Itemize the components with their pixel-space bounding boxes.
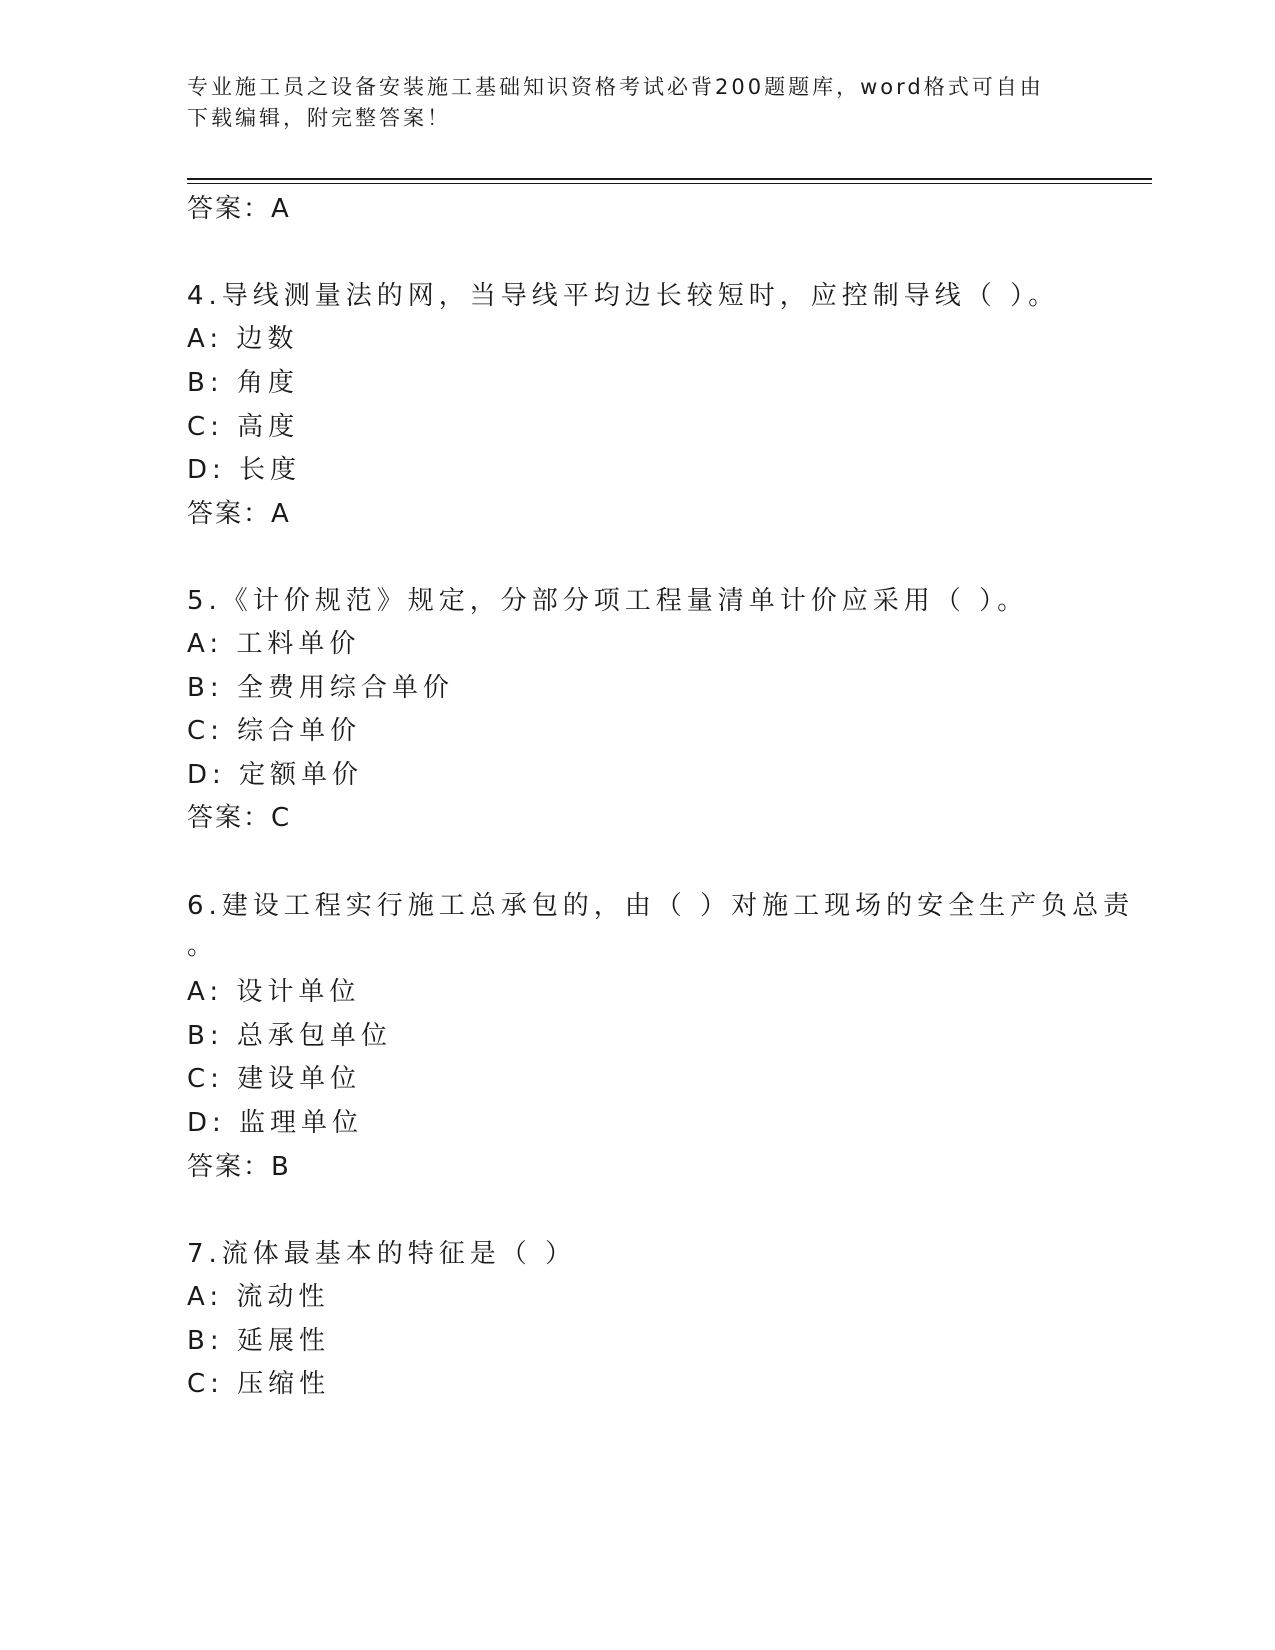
question-5-option-a: A: 工料单价 <box>187 629 361 659</box>
question-6-answer: 答案：B <box>187 1152 291 1182</box>
question-7-stem: 7.流体最基本的特征是（ ） <box>187 1239 577 1269</box>
question-4-option-c: C: 高度 <box>187 412 300 442</box>
question-6-option-b: B: 总承包单位 <box>187 1021 392 1051</box>
question-7-option-a: A: 流动性 <box>187 1282 330 1312</box>
question-4-option-d: D: 长度 <box>187 455 302 485</box>
question-5-stem: 5.《计价规范》规定，分部分项工程量清单计价应采用（ ）。 <box>187 586 1029 616</box>
document-header <box>187 72 1067 134</box>
question-6-stem: 6.建设工程实行施工总承包的，由（ ）对施工现场的安全生产负总责 <box>187 891 1135 921</box>
header-title-line-1: 专业施工员之设备安装施工基础知识资格考试必背200题题库，word格式可自由 <box>187 75 1044 99</box>
question-5-option-c: C: 综合单价 <box>187 716 362 746</box>
header-title-line-2: 下载编辑，附完整答案！ <box>187 106 451 130</box>
previous-answer: 答案：A <box>187 194 291 224</box>
question-4-stem: 4.导线测量法的网，当导线平均边长较短时，应控制导线（ ）。 <box>187 281 1060 311</box>
question-4-option-b: B: 角度 <box>187 368 299 398</box>
question-6-option-d: D: 监理单位 <box>187 1108 364 1138</box>
question-6-stem-continuation: 。 <box>187 931 219 961</box>
question-4-answer: 答案：A <box>187 499 291 529</box>
header-divider-thick <box>187 178 1152 180</box>
question-6-option-a: A: 设计单位 <box>187 977 361 1007</box>
question-6-option-c: C: 建设单位 <box>187 1064 362 1094</box>
question-5-option-b: B: 全费用综合单价 <box>187 673 454 703</box>
question-5-option-d: D: 定额单价 <box>187 760 364 790</box>
question-4-option-a: A: 边数 <box>187 324 299 354</box>
question-5-answer: 答案：C <box>187 803 292 833</box>
question-7-option-c: C: 压缩性 <box>187 1369 331 1399</box>
header-divider-thin <box>187 183 1152 184</box>
question-7-option-b: B: 延展性 <box>187 1326 330 1356</box>
